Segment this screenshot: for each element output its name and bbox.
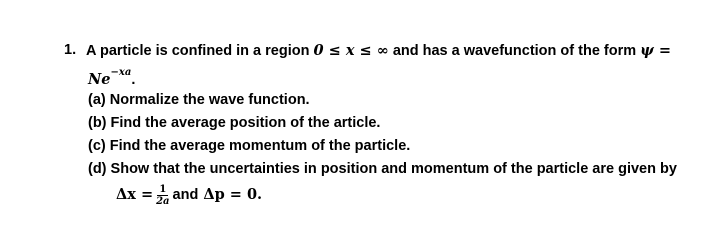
part-b	[88, 114, 380, 132]
part-c-text: Find the average momentum of the particle.	[109, 138, 411, 154]
fraction-numerator: 1	[159, 184, 167, 195]
part-a-label: (a)	[88, 92, 106, 108]
part-b-text: Find the average position of the article.	[110, 115, 381, 131]
part-d-text: Show that the uncertainties in position and momentum of the particle are given by	[110, 161, 677, 177]
fraction-one-over-2a	[156, 185, 169, 207]
and-word: and	[172, 187, 199, 203]
part-a-text: Normalize the wave function.	[109, 92, 310, 108]
intro-text-2: and has a wavefunction of the form	[392, 43, 637, 59]
problem-statement	[86, 42, 671, 60]
region-expression: 0 ≤ x ≤ ∞	[313, 42, 389, 59]
wavefunction-expression	[88, 67, 135, 89]
part-b-label: (b)	[88, 115, 107, 131]
part-c	[88, 137, 410, 155]
part-d-label: (d)	[88, 161, 107, 177]
wave-base: Ne	[88, 70, 111, 88]
psi-equals: ψ =	[640, 42, 672, 59]
delta-p-equation: Δp = 0.	[203, 186, 263, 203]
uncertainty-equations	[116, 184, 262, 206]
fraction-denominator: 2a	[156, 196, 170, 207]
intro-text: A particle is confined in a region	[86, 43, 310, 59]
part-c-label: (c)	[88, 138, 106, 154]
part-a	[88, 91, 310, 109]
problem-number: 1.	[64, 42, 77, 58]
part-d	[88, 160, 677, 178]
wave-exponent: −xa	[110, 67, 132, 78]
delta-x-lhs: Δx =	[116, 186, 154, 203]
wave-period: .	[131, 71, 136, 88]
